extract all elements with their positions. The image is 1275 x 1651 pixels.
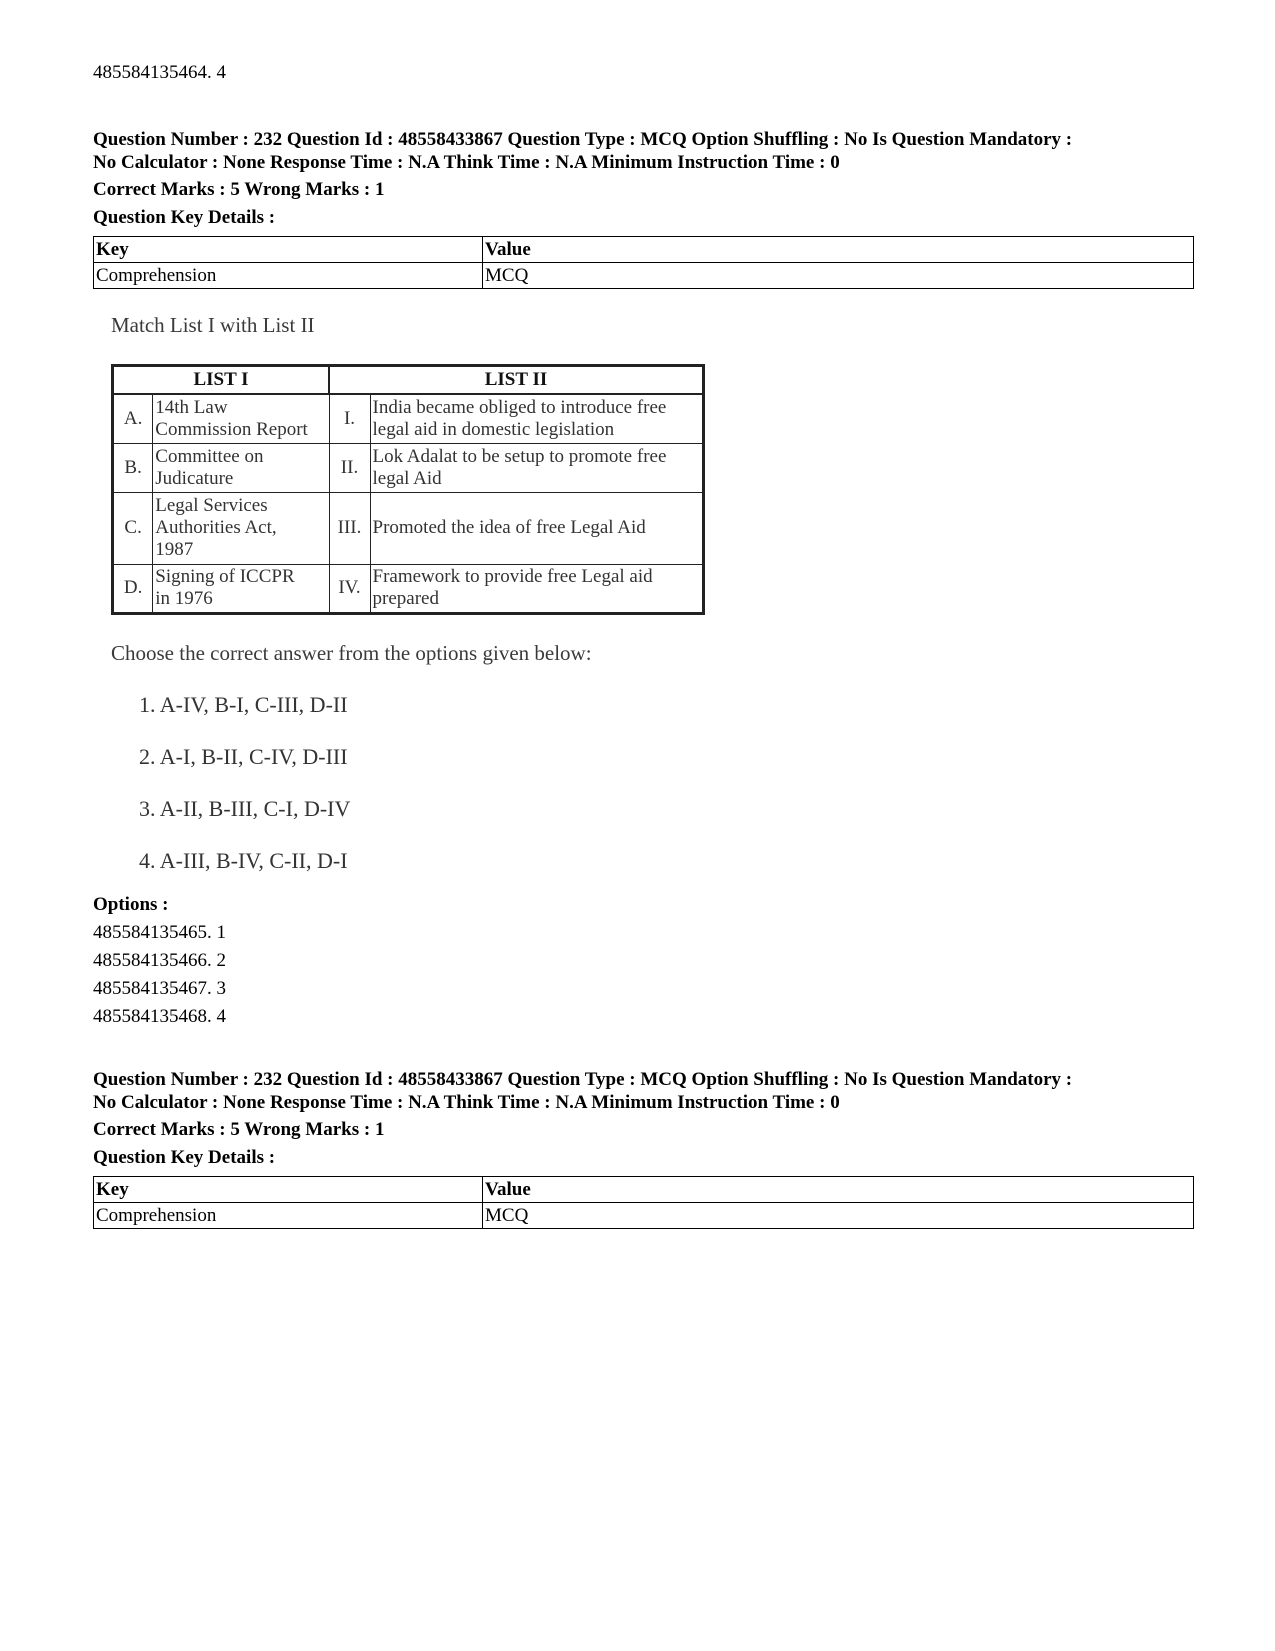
question-prompt: Match List I with List II (111, 313, 315, 337)
match-header-row (113, 366, 704, 395)
list-2-numeral: I. (329, 394, 370, 443)
value-header: Value (483, 237, 1194, 263)
answer-choice-1: 1. A-IV, B-I, C-III, D-II (139, 692, 348, 717)
key-details-header-row (94, 1177, 1194, 1203)
list-2-numeral: III. (329, 492, 370, 564)
list-1-letter: B. (113, 443, 153, 492)
option-item: 485584135466. 2 (93, 950, 226, 971)
previous-option-text: 485584135464. 4 (93, 62, 226, 83)
list-2-item: Framework to provide free Legal aid prepared (370, 564, 704, 613)
match-row (113, 564, 704, 613)
answer-choice-4: 4. A-III, B-IV, C-II, D-I (139, 848, 348, 873)
list-2-item: Lok Adalat to be setup to promote free legal Aid (370, 443, 704, 492)
value-header: Value (483, 1177, 1194, 1203)
key-details-table-2 (93, 1176, 1194, 1229)
match-row (113, 443, 704, 492)
match-lists-table (111, 364, 705, 615)
option-item: 485584135467. 3 (93, 978, 226, 999)
answer-choice-3: 3. A-II, B-III, C-I, D-IV (139, 796, 351, 821)
list-2-item: Promoted the idea of free Legal Aid (370, 492, 704, 564)
key-details-row (94, 1203, 1194, 1229)
key-header: Key (94, 1177, 483, 1203)
value-cell: MCQ (483, 263, 1194, 289)
list-1-letter: D. (113, 564, 153, 613)
question-info-line-2: No Calculator : None Response Time : N.A Think Time : N.A Minimum Instruction Time : 0 (93, 152, 840, 173)
list-2-header: LIST II (329, 366, 704, 395)
key-details-label-2: Question Key Details : (93, 1147, 276, 1168)
list-1-item: Signing of ICCPR in 1976 (153, 564, 329, 613)
answer-choice-2: 2. A-I, B-II, C-IV, D-III (139, 744, 348, 769)
match-row (113, 394, 704, 443)
marks-text: Correct Marks : 5 Wrong Marks : 1 (93, 179, 385, 200)
options-label: Options : (93, 894, 169, 915)
list-2-numeral: IV. (329, 564, 370, 613)
option-item: 485584135465. 1 (93, 922, 226, 943)
choose-instruction: Choose the correct answer from the options given below: (111, 641, 592, 665)
key-details-header-row (94, 237, 1194, 263)
key-cell: Comprehension (94, 1203, 483, 1229)
match-row (113, 492, 704, 564)
question-info-line-2: No Calculator : None Response Time : N.A Think Time : N.A Minimum Instruction Time : 0 (93, 1092, 840, 1113)
question-info-line-1: Question Number : 232 Question Id : 48558433867 Question Type : MCQ Option Shuffling : No Is Question Mandatory : (93, 1069, 1073, 1090)
list-1-header: LIST I (113, 366, 330, 395)
list-1-letter: A. (113, 394, 153, 443)
key-details-row (94, 263, 1194, 289)
list-2-item: India became obliged to introduce free legal aid in domestic legislation (370, 394, 704, 443)
list-1-item: 14th Law Commission Report (153, 394, 329, 443)
question-info-line-1: Question Number : 232 Question Id : 48558433867 Question Type : MCQ Option Shuffling : No Is Question Mandatory : (93, 129, 1073, 150)
key-cell: Comprehension (94, 263, 483, 289)
list-2-numeral: II. (329, 443, 370, 492)
marks-text-2: Correct Marks : 5 Wrong Marks : 1 (93, 1119, 385, 1140)
list-1-item: Committee on Judicature (153, 443, 329, 492)
option-item: 485584135468. 4 (93, 1006, 226, 1027)
key-details-table (93, 236, 1194, 289)
list-1-letter: C. (113, 492, 153, 564)
value-cell: MCQ (483, 1203, 1194, 1229)
list-1-item: Legal Services Authorities Act, 1987 (153, 492, 329, 564)
question-info-block (93, 128, 1243, 174)
key-header: Key (94, 237, 483, 263)
key-details-label: Question Key Details : (93, 207, 276, 228)
question-info-block-2 (93, 1068, 1243, 1114)
